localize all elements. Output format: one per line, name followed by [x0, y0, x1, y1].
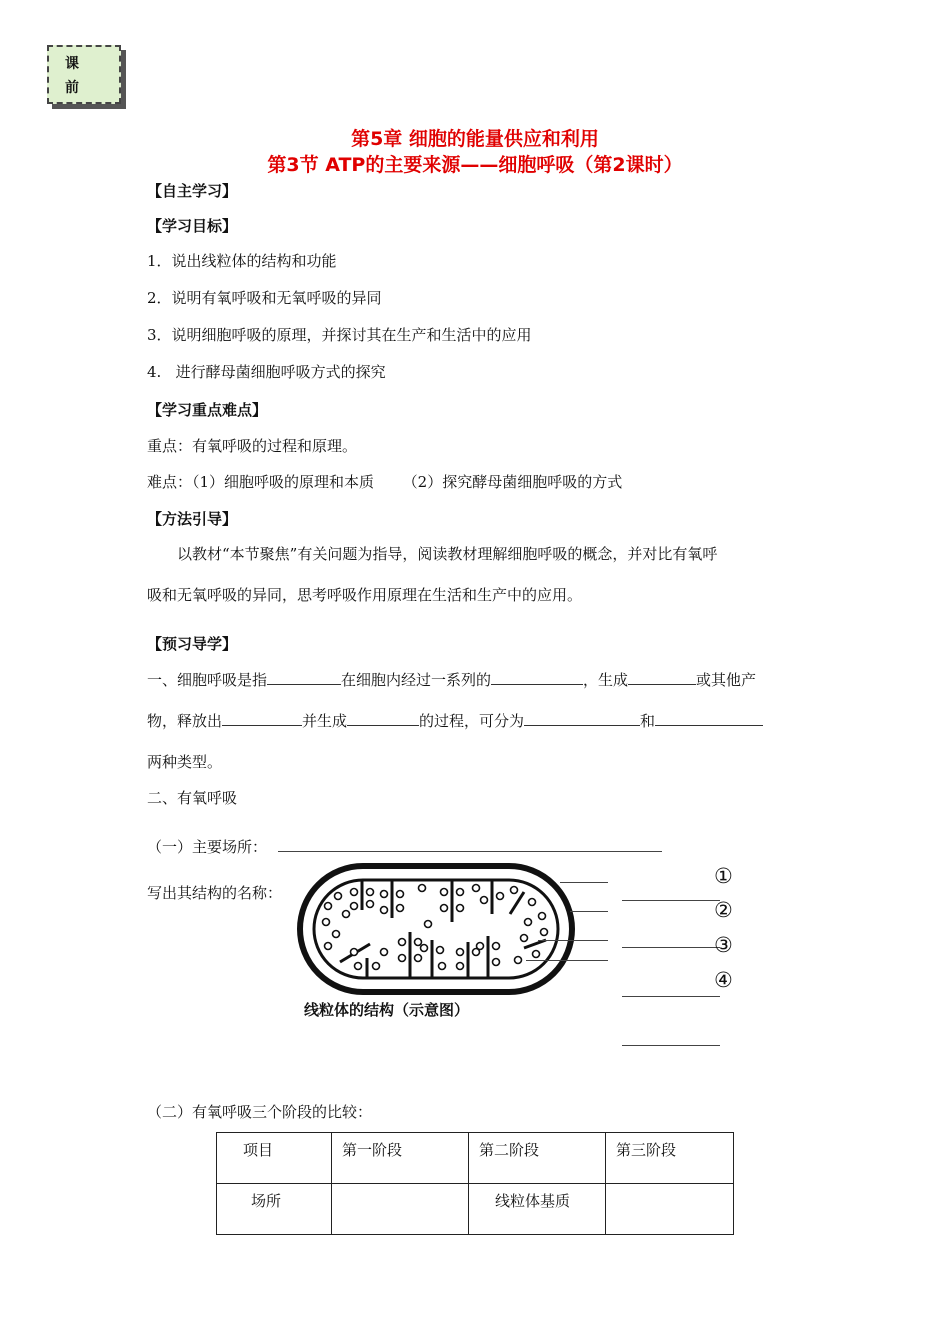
method-heading: 【方法引导】 [147, 510, 238, 528]
marker-1: ① [714, 864, 733, 888]
self-study-heading: 【自主学习】 [147, 182, 238, 200]
answer-blank-3[interactable] [622, 996, 720, 997]
goal-item: 2．说明有氧呼吸和无氧呼吸的异同 [147, 289, 382, 307]
key-points-heading: 【学习重点难点】 [147, 401, 268, 419]
aerobic-heading: 二、有氧呼吸 [147, 789, 238, 807]
main-site-label: （一）主要场所： [147, 838, 268, 856]
fill-blank[interactable] [347, 711, 419, 726]
leader-line [560, 882, 608, 883]
method-text-line1: 以教材“本节聚焦”有关问题为指导，阅读教材理解细胞呼吸的概念，并对比有氧呼 [177, 545, 718, 563]
lesson-tag-line2: 前 [65, 80, 79, 96]
comparison-heading: （二）有氧呼吸三个阶段的比较： [147, 1103, 373, 1121]
table-header-cell: 第一阶段 [332, 1133, 469, 1184]
table-header-cell: 项目 [217, 1133, 332, 1184]
structure-label: 写出其结构的名称： [147, 884, 283, 902]
preview-heading: 【预习导学】 [147, 635, 238, 653]
diagram-caption: 线粒体的结构（示意图） [304, 1001, 470, 1019]
answer-blank-1[interactable] [622, 900, 720, 901]
table-cell: 场所 [217, 1184, 332, 1235]
main-site-blank[interactable] [278, 851, 662, 852]
fill-blank[interactable] [222, 711, 302, 726]
definition-line1: 一、细胞呼吸是指 在细胞内经过一系列的 ，生成 或其他产 [147, 671, 757, 689]
table-cell[interactable] [332, 1184, 469, 1235]
table-header-cell: 第三阶段 [606, 1133, 734, 1184]
marker-2: ② [714, 898, 733, 922]
table-cell: 线粒体基质 [469, 1184, 606, 1235]
marker-4: ④ [714, 968, 733, 992]
fill-blank[interactable] [655, 711, 763, 726]
goal-item: 1．说出线粒体的结构和功能 [147, 252, 337, 270]
difficult-point-text: 难点：（1）细胞呼吸的原理和本质 （2）探究酵母菌细胞呼吸的方式 [147, 473, 623, 491]
goal-item: 4. 进行酵母菌细胞呼吸方式的探究 [147, 363, 386, 381]
chapter-title: 第5章 细胞的能量供应和利用 [351, 128, 599, 150]
stage-comparison-table [216, 1132, 734, 1235]
method-text-line2: 吸和无氧呼吸的异同，思考呼吸作用原理在生活和生产中的应用。 [147, 586, 583, 604]
table-cell[interactable] [606, 1184, 734, 1235]
section-title: 第3节 ATP的主要来源——细胞呼吸（第2课时） [267, 154, 683, 176]
definition-line3: 两种类型。 [147, 753, 223, 771]
table-row [217, 1133, 734, 1184]
table-row [217, 1184, 734, 1235]
marker-3: ③ [714, 933, 733, 957]
answer-blank-2[interactable] [622, 947, 720, 948]
leader-line [570, 911, 608, 912]
fill-blank[interactable] [524, 711, 640, 726]
answer-blank-4[interactable] [622, 1045, 720, 1046]
goal-item: 3．说明细胞呼吸的原理，并探讨其在生产和生活中的应用 [147, 326, 532, 344]
table-header-cell: 第二阶段 [469, 1133, 606, 1184]
leader-line [526, 960, 608, 961]
mitochondria-diagram [292, 862, 612, 1022]
fill-blank[interactable] [267, 670, 341, 685]
lesson-tag-box [47, 45, 121, 104]
definition-line2: 物，释放出 并生成 的过程，可分为 和 [147, 710, 763, 731]
fill-blank[interactable] [491, 670, 583, 685]
key-point-text: 重点：有氧呼吸的过程和原理。 [147, 437, 358, 455]
leader-line [538, 940, 608, 941]
goals-heading: 【学习目标】 [147, 217, 238, 235]
fill-blank[interactable] [628, 670, 696, 685]
lesson-tag-line1: 课 [65, 56, 79, 72]
